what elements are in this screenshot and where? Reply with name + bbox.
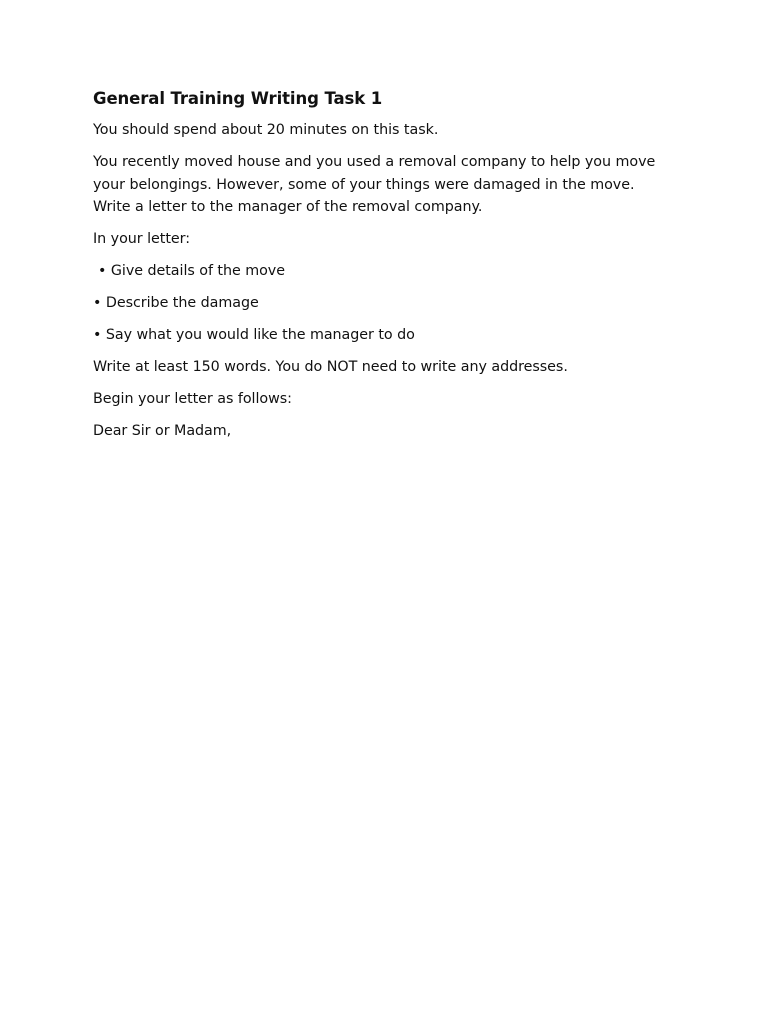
situation-line-2: your belongings. However, some of your things were damaged in the move. [93, 176, 635, 193]
time-instruction: You should spend about 20 minutes on this task. [93, 122, 439, 138]
bullet-item-manager-action: • Say what you would like the manager to do [93, 327, 415, 343]
begin-instruction: Begin your letter as follows: [93, 391, 292, 407]
word-count-instruction: Write at least 150 words. You do NOT need to write any addresses. [93, 359, 568, 375]
situation-paragraph [93, 151, 708, 219]
salutation: Dear Sir or Madam, [93, 423, 232, 439]
task-title: General Training Writing Task 1 [93, 89, 383, 108]
situation-line-1: You recently moved house and you used a removal company to help you move [93, 154, 656, 170]
bullet-item-describe-damage: • Describe the damage [93, 295, 259, 311]
bullet-item-give-details: • Give details of the move [98, 263, 285, 279]
letter-intro: In your letter: [93, 231, 190, 247]
situation-line-3: Write a letter to the manager of the removal company. [93, 199, 483, 215]
